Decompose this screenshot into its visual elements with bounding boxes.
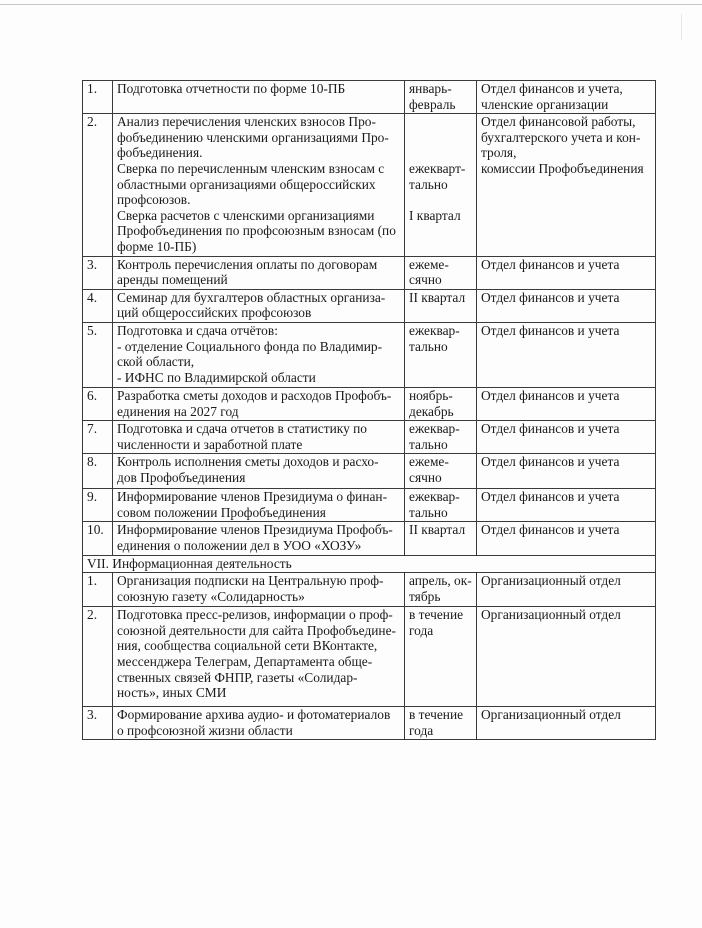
responsible-cell bbox=[477, 573, 656, 607]
activity-text: совом положении Профобъединения bbox=[117, 504, 326, 520]
term-text: ежеквар- bbox=[409, 489, 460, 505]
activity-cell bbox=[113, 421, 405, 454]
row-number: 7. bbox=[83, 421, 113, 454]
activity-text: ность», иных СМИ bbox=[117, 685, 227, 701]
activity-text: единения на 2027 год bbox=[117, 403, 239, 419]
activity-cell bbox=[113, 707, 405, 740]
row-number: 3. bbox=[83, 707, 113, 740]
activity-text: Информирование членов Президиума Профобъ- bbox=[117, 522, 393, 538]
term-text: тально bbox=[409, 436, 448, 452]
activity-text: Формирование архива аудио- и фотоматериалов bbox=[117, 707, 391, 723]
term-text: ноябрь- bbox=[409, 387, 453, 403]
activity-cell bbox=[113, 573, 405, 607]
activity-text: Подготовка и сдача отчетов в статистику по bbox=[117, 421, 367, 437]
activity-text: Контроль перечисления оплаты по договорам bbox=[117, 256, 378, 272]
responsible-text: комиссии Профобъединения bbox=[481, 160, 644, 176]
term-cell bbox=[405, 707, 477, 740]
term-cell bbox=[405, 387, 477, 420]
activity-text: Сверка по перечисленным членским взносам с bbox=[117, 160, 385, 176]
table-row bbox=[83, 81, 656, 114]
term-text: ежеме- bbox=[409, 256, 449, 272]
table-row bbox=[83, 454, 656, 489]
activity-text: численности и заработной плате bbox=[117, 436, 303, 452]
responsible-text: бухгалтерского учета и кон- bbox=[481, 129, 641, 145]
term-text: тябрь bbox=[409, 588, 441, 604]
term-text: февраль bbox=[409, 96, 456, 112]
table-row bbox=[83, 256, 656, 289]
responsible-text: Отдел финансов и учета bbox=[481, 454, 620, 470]
activity-cell bbox=[113, 489, 405, 522]
activity-text: Подготовка и сдача отчётов: bbox=[117, 322, 278, 338]
term-cell bbox=[405, 454, 477, 489]
table-row bbox=[83, 387, 656, 420]
term-cell bbox=[405, 289, 477, 322]
activity-text: Организация подписки на Центральную проф- bbox=[117, 573, 384, 589]
table-row bbox=[83, 114, 656, 256]
row-number: 5. bbox=[83, 322, 113, 387]
activity-text: мессенджера Телеграм, Департамента обще- bbox=[117, 654, 373, 670]
responsible-text: троля, bbox=[481, 145, 517, 161]
table-row bbox=[83, 522, 656, 555]
responsible-text: Отдел финансов и учета bbox=[481, 322, 620, 338]
row-number: 6. bbox=[83, 387, 113, 420]
responsible-text: Отдел финансов и учета bbox=[481, 489, 620, 505]
term-text: ежеквар- bbox=[409, 322, 460, 338]
activity-text: форме 10-ПБ) bbox=[117, 238, 197, 254]
responsible-cell bbox=[477, 454, 656, 489]
term-text: II квартал bbox=[409, 522, 466, 538]
activity-cell bbox=[113, 322, 405, 387]
activity-text: Разработка сметы доходов и расходов Профобъ- bbox=[117, 387, 392, 403]
term-text: тально bbox=[409, 504, 448, 520]
responsible-text: Организационный отдел bbox=[481, 573, 621, 589]
activity-text: фобъединению членскими организациями Про- bbox=[117, 129, 389, 145]
table-row bbox=[83, 289, 656, 322]
term-cell bbox=[405, 607, 477, 707]
activity-text: Профобъединения по профсоюзным взносам (по bbox=[117, 223, 396, 239]
activity-text: профсоюзов. bbox=[117, 192, 191, 208]
activity-text: Контроль исполнения сметы доходов и расхо- bbox=[117, 454, 379, 470]
responsible-cell bbox=[477, 81, 656, 114]
row-number: 8. bbox=[83, 454, 113, 489]
responsible-text: Организационный отдел bbox=[481, 607, 621, 623]
responsible-cell bbox=[477, 522, 656, 555]
term-text: ежекварт- bbox=[409, 160, 466, 176]
responsible-text: членские организации bbox=[481, 96, 609, 112]
responsible-text: Отдел финансовой работы, bbox=[481, 114, 636, 130]
row-number: 2. bbox=[83, 607, 113, 707]
activity-text: - отделение Социального фонда по Владимир- bbox=[117, 338, 383, 354]
responsible-text: Отдел финансов и учета bbox=[481, 289, 620, 305]
activity-text: дов Профобъединения bbox=[117, 469, 246, 485]
term-text: в течение bbox=[409, 607, 464, 623]
activity-text: Подготовка отчетности по форме 10-ПБ bbox=[117, 81, 346, 96]
activity-text: о профсоюзной жизни области bbox=[117, 722, 293, 738]
row-number: 4. bbox=[83, 289, 113, 322]
activity-text: единения о положении дел в УОО «ХОЗУ» bbox=[117, 538, 362, 554]
row-number: 9. bbox=[83, 489, 113, 522]
responsible-cell bbox=[477, 289, 656, 322]
term-text: сячно bbox=[409, 469, 442, 485]
responsible-cell bbox=[477, 322, 656, 387]
responsible-text: Отдел финансов и учета bbox=[481, 421, 620, 437]
activity-cell bbox=[113, 256, 405, 289]
term-cell bbox=[405, 322, 477, 387]
responsible-cell bbox=[477, 421, 656, 454]
responsible-cell bbox=[477, 607, 656, 707]
table-row bbox=[83, 322, 656, 387]
activity-text: Семинар для бухгалтеров областных организа- bbox=[117, 289, 386, 305]
activity-text: ственных связей ФНПР, газеты «Солидар- bbox=[117, 669, 358, 685]
activity-text: союзной деятельности для сайта Профобъедине- bbox=[117, 622, 396, 638]
activity-text: аренды помещений bbox=[117, 272, 228, 288]
term-text: года bbox=[409, 622, 434, 638]
activity-cell bbox=[113, 522, 405, 555]
term-text: тально bbox=[409, 176, 448, 192]
activity-cell bbox=[113, 387, 405, 420]
term-cell bbox=[405, 573, 477, 607]
responsible-text: Отдел финансов и учета bbox=[481, 256, 620, 272]
activity-text: ния, сообщества социальной сети ВКонтакте, bbox=[117, 638, 378, 654]
term-cell bbox=[405, 256, 477, 289]
responsible-text: Отдел финансов и учета bbox=[481, 522, 620, 538]
term-text: сячно bbox=[409, 272, 442, 288]
activity-text: областными организациями общероссийских bbox=[117, 176, 376, 192]
responsible-cell bbox=[477, 387, 656, 420]
table-row bbox=[83, 489, 656, 522]
term-text: апрель, ок- bbox=[409, 573, 472, 589]
activity-cell bbox=[113, 607, 405, 707]
activity-text: Подготовка пресс-релизов, информации о проф- bbox=[117, 607, 393, 623]
term-cell bbox=[405, 81, 477, 114]
work-plan-table bbox=[82, 80, 656, 740]
responsible-cell bbox=[477, 114, 656, 256]
activity-text: ций общероссийских профсоюзов bbox=[117, 305, 312, 321]
table-row bbox=[83, 707, 656, 740]
section-row bbox=[83, 555, 656, 573]
term-text: в течение bbox=[409, 707, 464, 723]
responsible-text: Организационный отдел bbox=[481, 707, 621, 723]
term-cell bbox=[405, 421, 477, 454]
term-cell bbox=[405, 489, 477, 522]
activity-cell bbox=[113, 81, 405, 114]
term-text: I квартал bbox=[409, 207, 461, 223]
page-top-edge bbox=[0, 4, 702, 5]
table-row bbox=[83, 573, 656, 607]
row-number: 10. bbox=[83, 522, 113, 555]
term-text: январь- bbox=[409, 81, 452, 96]
activity-cell bbox=[113, 114, 405, 256]
responsible-cell bbox=[477, 489, 656, 522]
activity-text: - ИФНС по Владимирской области bbox=[117, 369, 316, 385]
term-text: ежеме- bbox=[409, 454, 449, 470]
activity-text: ской области, bbox=[117, 354, 195, 370]
table-row bbox=[83, 421, 656, 454]
term-text: года bbox=[409, 722, 434, 738]
responsible-text: Отдел финансов и учета, bbox=[481, 81, 623, 96]
row-number: 1. bbox=[83, 81, 113, 114]
term-text: тально bbox=[409, 338, 448, 354]
section-title: VII. Информационная деятельность bbox=[83, 555, 656, 573]
activity-text: Информирование членов Президиума о финан- bbox=[117, 489, 388, 505]
term-text: II квартал bbox=[409, 289, 466, 305]
term-text: ежеквар- bbox=[409, 421, 460, 437]
term-text: декабрь bbox=[409, 403, 454, 419]
activity-text: союзную газету «Солидарность» bbox=[117, 588, 305, 604]
activity-text: фобъединения. bbox=[117, 145, 203, 161]
responsible-cell bbox=[477, 256, 656, 289]
activity-text: Анализ перечисления членских взносов Про- bbox=[117, 114, 376, 130]
activity-cell bbox=[113, 454, 405, 489]
term-cell bbox=[405, 114, 477, 256]
responsible-text: Отдел финансов и учета bbox=[481, 387, 620, 403]
table-row bbox=[83, 607, 656, 707]
scan-artifact bbox=[681, 14, 682, 40]
activity-text: Сверка расчетов с членскими организациями bbox=[117, 207, 375, 223]
row-number: 1. bbox=[83, 573, 113, 607]
term-cell bbox=[405, 522, 477, 555]
row-number: 3. bbox=[83, 256, 113, 289]
activity-cell bbox=[113, 289, 405, 322]
responsible-cell bbox=[477, 707, 656, 740]
row-number: 2. bbox=[83, 114, 113, 256]
